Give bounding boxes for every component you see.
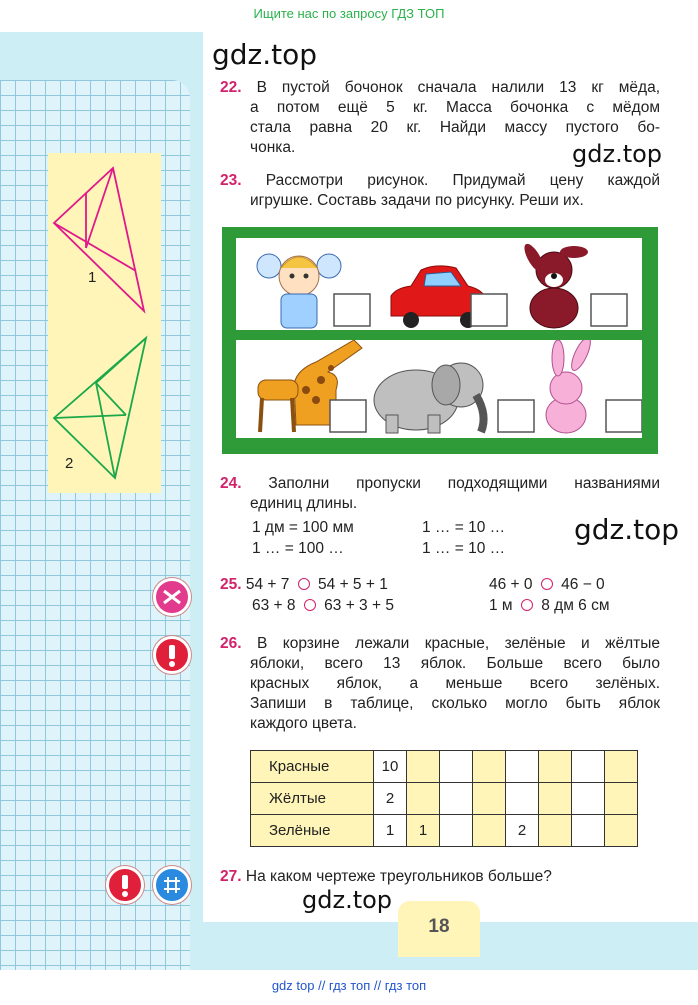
task-23 [220, 171, 660, 211]
doll-toy [257, 254, 341, 328]
bottom-shelf-toys [236, 340, 642, 438]
table-cell[interactable] [440, 815, 473, 847]
table-cell[interactable] [539, 751, 572, 783]
price-tag [471, 294, 507, 326]
watermark: gdz.top [212, 38, 318, 71]
elephant-toy [374, 363, 484, 433]
table-cell[interactable] [473, 783, 506, 815]
table-row [251, 815, 638, 847]
expression: 1 м [489, 597, 513, 614]
table-cell[interactable] [539, 783, 572, 815]
watermark: gdz.top [302, 886, 393, 914]
task-text: В пустой бочонок сначала налили 13 кг мёда, [256, 79, 660, 96]
price-tag [606, 400, 642, 432]
bunny-toy [546, 340, 594, 433]
task-number: 22. [220, 79, 242, 96]
table-cell[interactable] [605, 783, 638, 815]
task-25-row-2 [252, 597, 394, 615]
table-cell[interactable] [605, 751, 638, 783]
table-cell[interactable] [539, 815, 572, 847]
dog-toy [521, 241, 588, 328]
task-24 [220, 474, 660, 514]
table-row [251, 751, 638, 783]
magenta-figure [54, 168, 144, 311]
compare-circle[interactable] [521, 599, 533, 611]
task-25-row-1-right [489, 576, 605, 594]
task-number: 25. [220, 576, 242, 593]
shelf-top [236, 238, 642, 330]
price-tag [330, 400, 366, 432]
top-banner[interactable]: Ищите нас по запросу ГДЗ ТОП [253, 6, 445, 21]
task-number: 24. [220, 475, 242, 492]
table-cell[interactable] [572, 783, 605, 815]
expression: 63 + 8 [252, 597, 296, 614]
expression: 46 + 0 [489, 576, 533, 593]
table-cell[interactable] [473, 815, 506, 847]
expression: 8 дм 6 см [541, 597, 610, 614]
task-27 [220, 868, 552, 886]
task-text: В корзине лежали красные, зелёные и жёлтые [257, 635, 660, 652]
top-shelf-toys [236, 238, 642, 330]
table-cell[interactable]: 1 [407, 815, 440, 847]
attention-icon [153, 636, 191, 674]
task-number: 27. [220, 868, 242, 885]
expression: 54 + 5 + 1 [318, 576, 388, 593]
task-text: Рассмотри рисунок. Придумай цену каждой [265, 172, 660, 189]
table-cell[interactable] [407, 751, 440, 783]
table-cell[interactable] [572, 751, 605, 783]
task-text: яблоки, всего 13 яблок. Больше всего было [250, 655, 660, 672]
task-25-row-1 [220, 576, 388, 594]
row-label: Жёлтые [251, 783, 374, 815]
figure-label-1: 1 [88, 269, 97, 286]
task-text: красных яблок, а меньше всего зелёных. [250, 675, 660, 692]
task-text: Запиши в таблице, сколько могло быть яблок [250, 695, 660, 712]
price-tag [498, 400, 534, 432]
unit-equation: 1 … = 10 … [422, 519, 506, 536]
price-tag [334, 294, 370, 326]
task-text: На каком чертеже треугольников больше? [245, 868, 552, 885]
compare-circle[interactable] [541, 578, 553, 590]
row-label: Красные [251, 751, 374, 783]
watermark: gdz.top [572, 140, 663, 168]
compare-icon [153, 578, 191, 616]
row-label: Зелёные [251, 815, 374, 847]
bottom-banner[interactable]: gdz top // гдз топ // гдз топ [271, 978, 427, 993]
task-text: чонка. [250, 139, 296, 156]
unit-equation: 1 дм = 100 мм [252, 519, 354, 536]
price-tag [591, 294, 627, 326]
table-cell[interactable] [440, 751, 473, 783]
apples-table [250, 750, 638, 847]
task-text: а потом ещё 5 кг. Масса бочонка с мёдом [250, 99, 660, 116]
triangle-drawings [48, 153, 161, 493]
watermark: gdz.top [574, 513, 680, 546]
task-26 [220, 634, 660, 734]
expression: 54 + 7 [245, 576, 290, 593]
table-cell[interactable] [605, 815, 638, 847]
compare-circle[interactable] [304, 599, 316, 611]
task-22 [220, 78, 660, 158]
attention-icon [106, 866, 144, 904]
toy-shelf-illustration [222, 227, 658, 454]
grid-icon [153, 866, 191, 904]
table-cell[interactable] [572, 815, 605, 847]
table-row [251, 783, 638, 815]
triangle-figures-card [48, 153, 161, 493]
table-cell[interactable] [506, 783, 539, 815]
table-cell[interactable] [407, 783, 440, 815]
compare-circle[interactable] [298, 578, 310, 590]
table-cell[interactable]: 2 [374, 783, 407, 815]
table-cell[interactable] [473, 751, 506, 783]
task-number: 23. [220, 172, 242, 189]
unit-equation: 1 … = 10 … [422, 540, 506, 557]
task-text: игрушке. Составь задачи по рисунку. Реши их. [250, 192, 584, 209]
table-cell[interactable]: 2 [506, 815, 539, 847]
page-number: 18 [398, 901, 480, 957]
task-text: Заполни пропуски подходящими названиями [268, 475, 660, 492]
task-text: единиц длины. [250, 495, 358, 512]
expression: 46 − 0 [561, 576, 605, 593]
task-text: стала равна 20 кг. Найди массу пустого бо- [250, 119, 660, 136]
table-cell[interactable]: 10 [374, 751, 407, 783]
unit-equation: 1 … = 100 … [252, 540, 344, 557]
figure-label-2: 2 [65, 455, 74, 472]
table-cell[interactable] [440, 783, 473, 815]
task-25-row-2-right [489, 597, 610, 615]
shelf-bottom [236, 340, 642, 438]
table-cell[interactable]: 1 [374, 815, 407, 847]
table-cell[interactable] [506, 751, 539, 783]
task-text: каждого цвета. [250, 715, 357, 732]
task-number: 26. [220, 635, 242, 652]
expression: 63 + 3 + 5 [324, 597, 394, 614]
